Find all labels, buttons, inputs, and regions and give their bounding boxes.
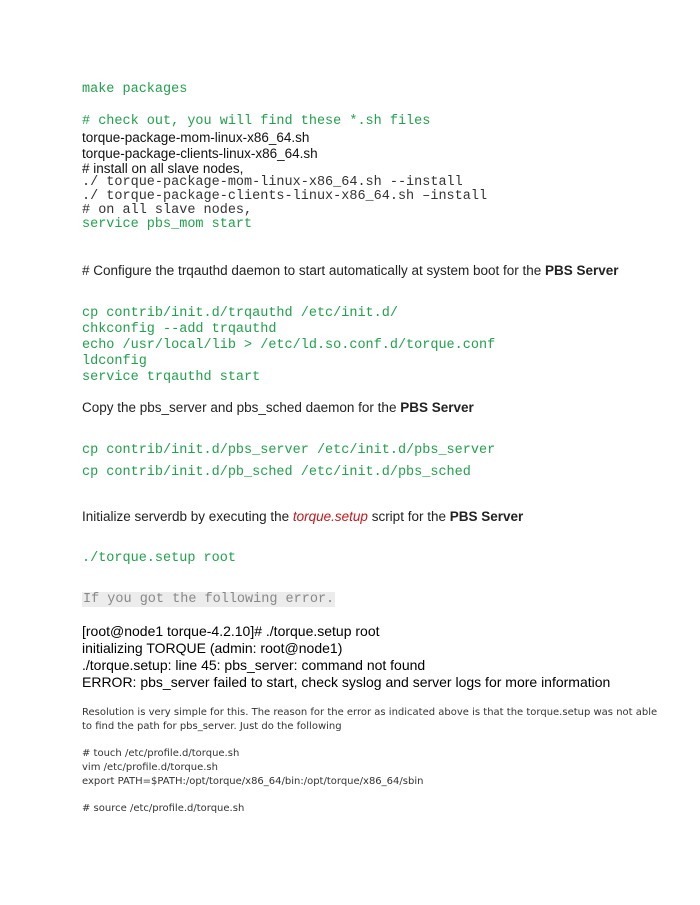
code-line: ldconfig: [82, 354, 147, 369]
code-line: cp contrib/init.d/pbs_server /etc/init.d/pbs_server: [82, 443, 496, 458]
error-note: [82, 592, 335, 607]
fix-line: export PATH=$PATH:/opt/torque/x86_64/bin:/opt/torque/x86_64/sbin: [82, 776, 424, 787]
paragraph-text: script for the: [367, 509, 450, 524]
code-line: chkconfig --add trqauthd: [82, 322, 277, 337]
code-line: make packages: [82, 82, 188, 97]
code-line: echo /usr/local/lib > /etc/ld.so.conf.d/torque.conf: [82, 338, 496, 353]
paragraph: [82, 263, 619, 278]
paragraph-bold: PBS Server: [449, 509, 524, 524]
code-line: service pbs_mom start: [82, 217, 253, 232]
code-line: ./ torque-package-clients-linux-x86_64.sh –install: [82, 189, 488, 204]
fix-line: vim /etc/profile.d/torque.sh: [82, 762, 218, 773]
paragraph: [82, 400, 474, 415]
comment-line: # install on all slave nodes,: [82, 161, 244, 176]
paragraph-bold: PBS Server: [545, 263, 619, 278]
paragraph-text: Initialize serverdb by executing the: [82, 509, 293, 524]
code-comment: # check out, you will find these *.sh files: [82, 114, 431, 129]
code-line: ./torque.setup root: [82, 551, 236, 566]
resolution-text: Resolution is very simple for this. The reason for the error as indicated above is that the torque.setup was not able: [82, 707, 658, 718]
terminal-output-line: ./torque.setup: line 45: pbs_server: command not found: [82, 657, 426, 673]
highlighted-text: If you got the following error.: [83, 592, 335, 607]
terminal-output-line: ERROR: pbs_server failed to start, check syslog and server logs for more information: [82, 674, 611, 690]
code-line: cp contrib/init.d/trqauthd /etc/init.d/: [82, 306, 398, 321]
file-name: torque-package-clients-linux-x86_64.sh: [82, 146, 318, 161]
file-name: torque-package-mom-linux-x86_64.sh: [82, 130, 310, 145]
paragraph-bold: PBS Server: [400, 400, 474, 415]
script-name: torque.setup: [292, 509, 368, 524]
terminal-output-line: [root@node1 torque-4.2.10]# ./torque.setup root: [82, 623, 380, 639]
terminal-output-line: initializing TORQUE (admin: root@node1): [82, 640, 343, 656]
paragraph-text: Copy the pbs_server and pbs_sched daemon for the: [82, 400, 401, 415]
resolution-text: to find the path for pbs_server. Just do the following: [82, 721, 342, 732]
source-line: # source /etc/profile.d/torque.sh: [82, 803, 245, 814]
code-line: ./ torque-package-mom-linux-x86_64.sh --install: [82, 175, 463, 190]
fix-line: # touch /etc/profile.d/torque.sh: [82, 748, 240, 759]
code-line: service trqauthd start: [82, 370, 261, 385]
paragraph: [82, 509, 523, 524]
paragraph-text: # Configure the trqauthd daemon to start automatically at system boot for the: [82, 263, 546, 278]
code-line: # on all slave nodes,: [82, 203, 253, 218]
code-line: cp contrib/init.d/pb_sched /etc/init.d/pbs_sched: [82, 465, 471, 480]
